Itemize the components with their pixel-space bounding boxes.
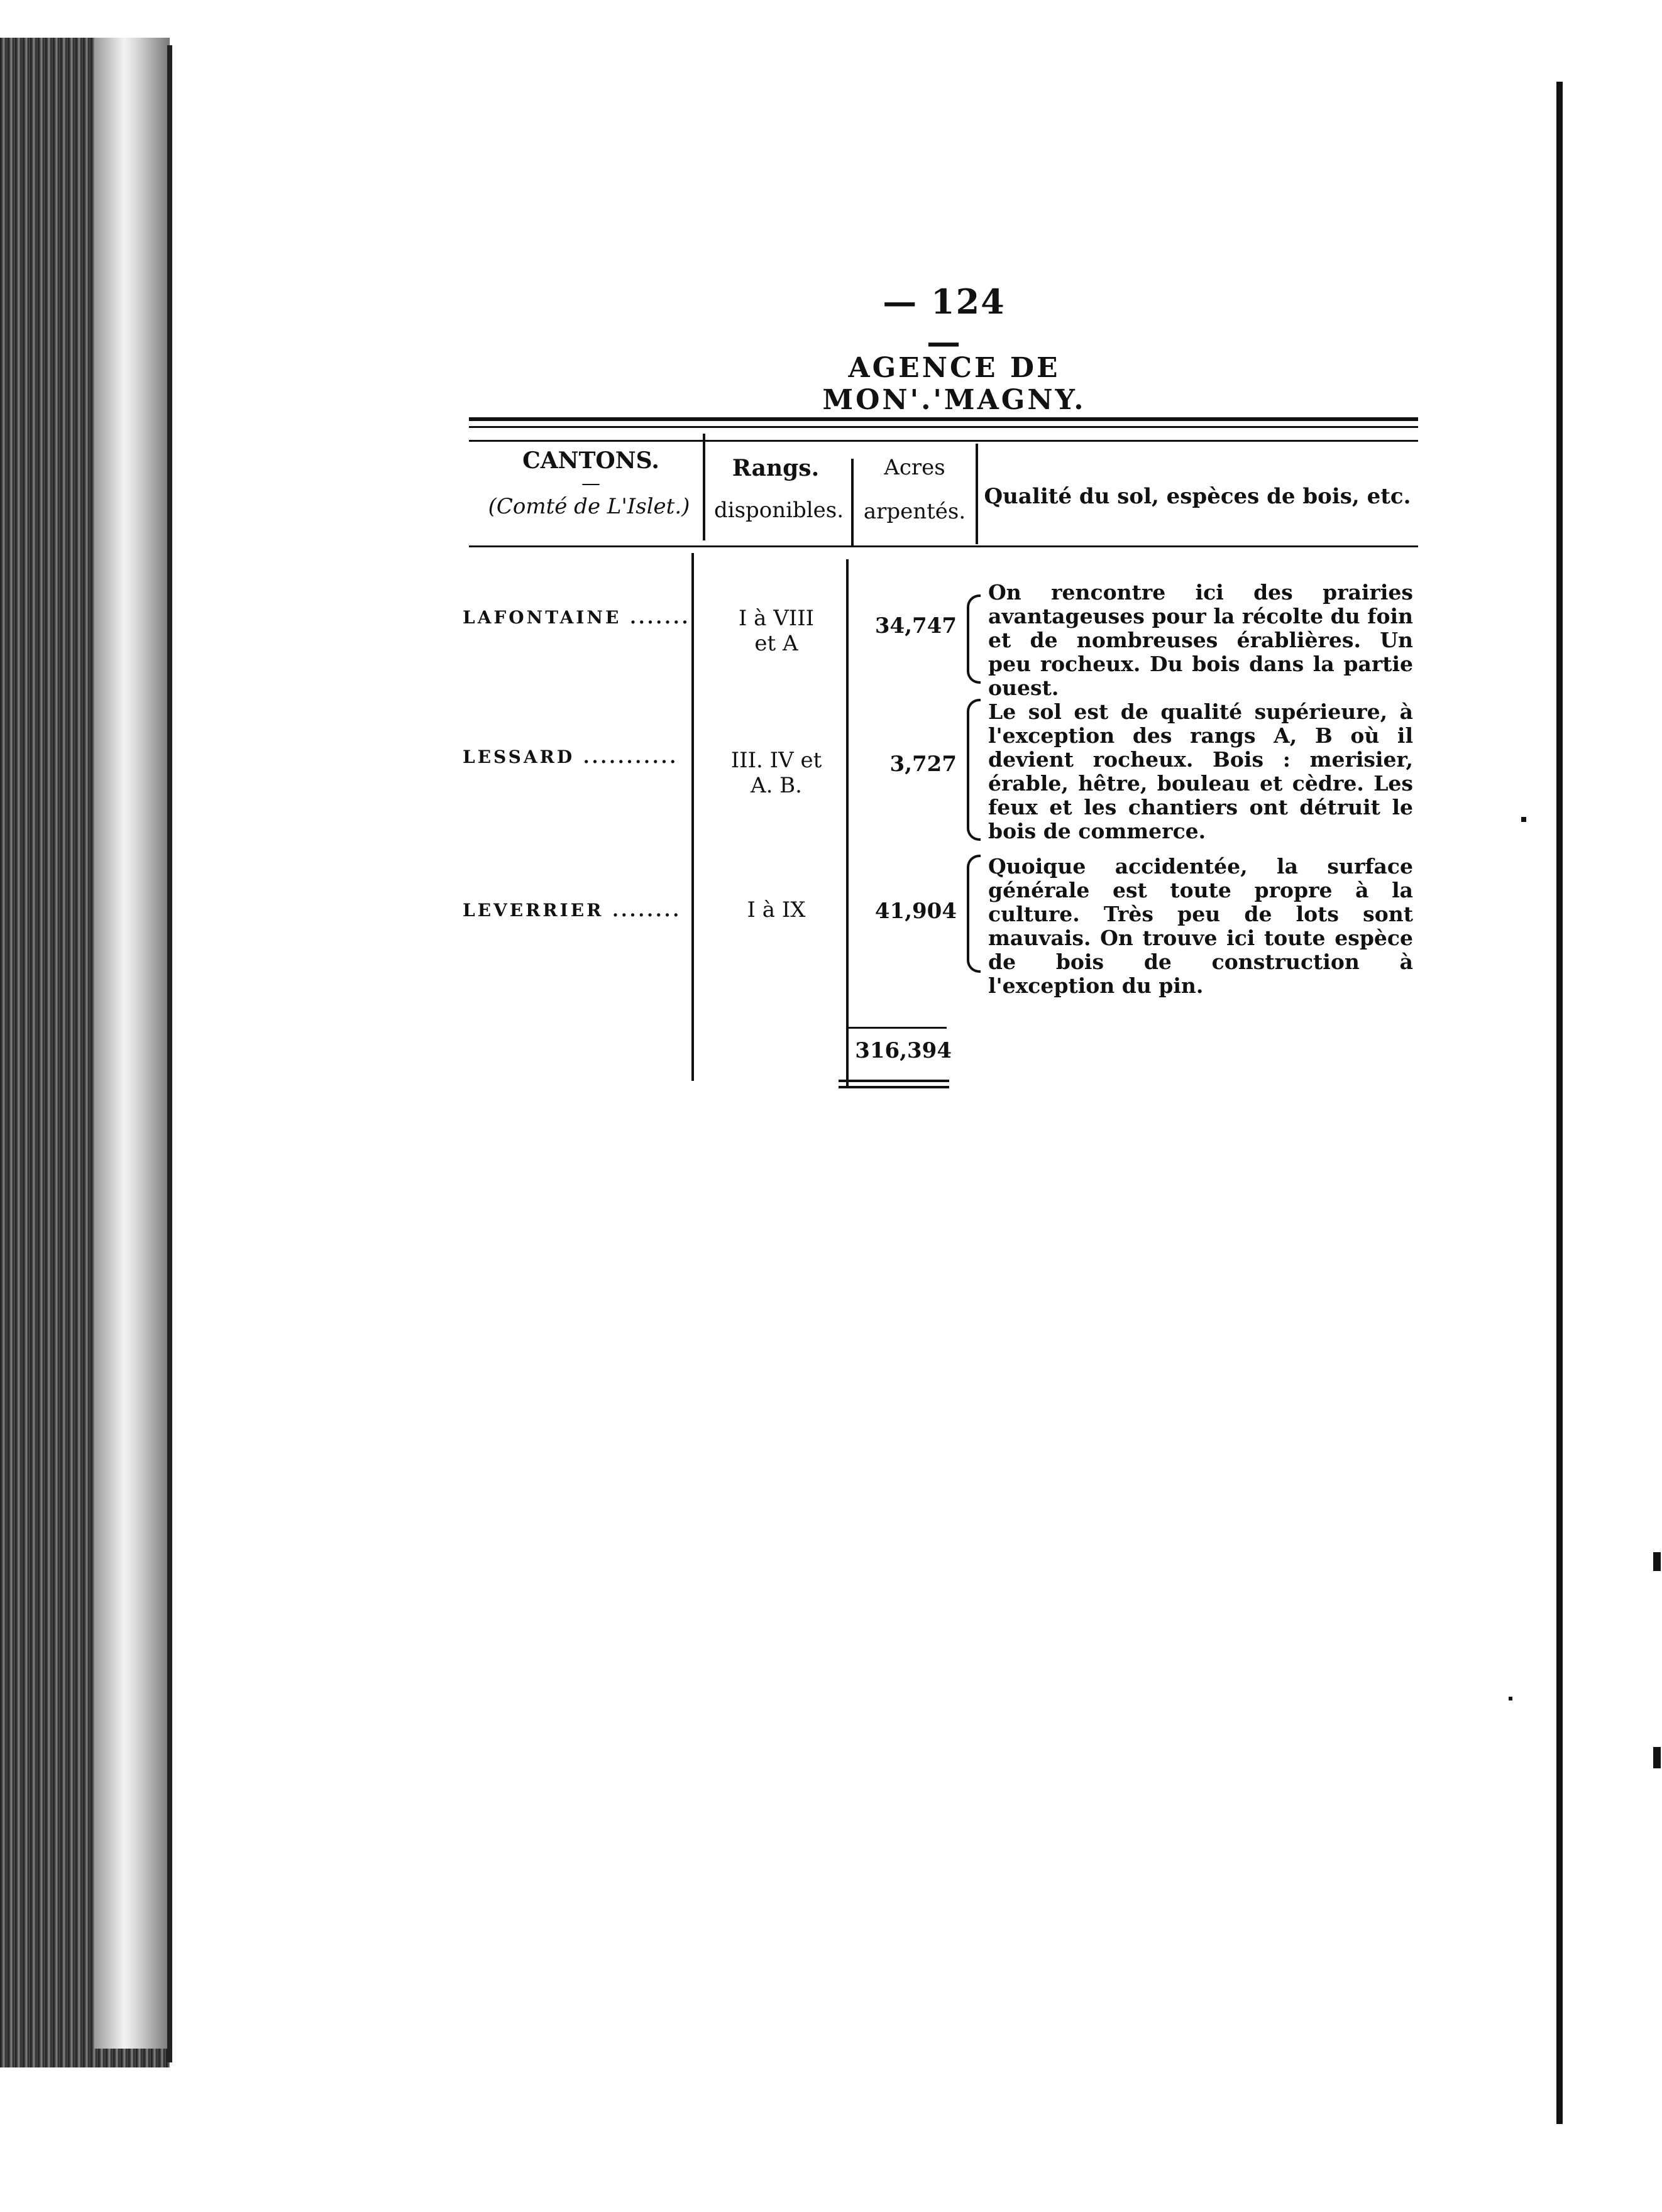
page-stack-edge [94, 38, 170, 2049]
header-cantons-dash: — [581, 473, 600, 495]
acres-lessard: 3,727 [889, 752, 957, 777]
description-leverrier: Quoique accidentée, la surface générale est toute propre à la culture. Très peu de lots sont mauvais. On trouve ici toute espèce de bois de construction à l'exception du pin. [988, 854, 1413, 998]
table-top-rule-3 [469, 440, 1418, 442]
canton-lessard: LESSARD ........... [463, 747, 679, 767]
brace-lessard [967, 699, 981, 841]
rangs-lessard: III. IV et A. B. [730, 748, 822, 798]
acres-lafontaine: 34,747 [874, 613, 957, 638]
column-rule-2 [851, 459, 854, 547]
facing-page-edge [1556, 82, 1563, 2124]
table-top-rule-2 [469, 426, 1418, 428]
column-rule-1-body [691, 553, 694, 1081]
header-acres: Acres [884, 455, 945, 480]
total-bottom-rule [839, 1080, 949, 1082]
scan-top-margin [0, 0, 1662, 40]
rangs-leverrier: I à IX [747, 897, 806, 923]
total-bottom-rule-2 [839, 1086, 949, 1088]
description-lafontaine: On rencontre ici des prairies avantageuses pour la récolte du foin et de nombreuses érablières. Un peu rocheux. Du bois dans la partie ouest. [988, 580, 1413, 700]
column-rule-3 [976, 444, 978, 544]
brace-lafontaine [967, 594, 981, 684]
agency-title: AGENCE DE MON'.'MAGNY. [822, 352, 1086, 416]
scan-bottom-margin [0, 2067, 182, 2212]
header-acres-sub: arpentés. [863, 499, 966, 524]
column-rule-1 [703, 434, 705, 540]
header-cantons: CANTONS. [522, 447, 659, 474]
acres-leverrier: 41,904 [874, 899, 957, 924]
brace-leverrier [967, 855, 981, 973]
page-number: — 124 — [883, 282, 1006, 362]
total-top-rule [846, 1027, 947, 1029]
total-acres: 316,394 [855, 1038, 952, 1063]
header-bottom-rule [469, 545, 1418, 547]
rangs-lafontaine: I à VIII et A [738, 606, 815, 656]
header-cantons-sub: (Comté de L'Islet.) [488, 494, 690, 519]
header-rangs-sub: disponibles. [713, 498, 844, 523]
table-top-rule [469, 417, 1418, 421]
description-lessard: Le sol est de qualité supérieure, à l'exception des rangs A, B où il devient rocheux. Bois : merisier, érable, hêtre, bouleau et cèdre. Les feux et les chantiers ont détruit le bois de commerce. [988, 699, 1413, 843]
header-qualite: Qualité du sol, espèces de bois, etc. [984, 484, 1411, 509]
header-rangs: Rangs. [732, 455, 820, 481]
canton-leverrier: LEVERRIER ........ [463, 900, 682, 921]
canton-lafontaine: LAFONTAINE ....... [463, 607, 691, 628]
